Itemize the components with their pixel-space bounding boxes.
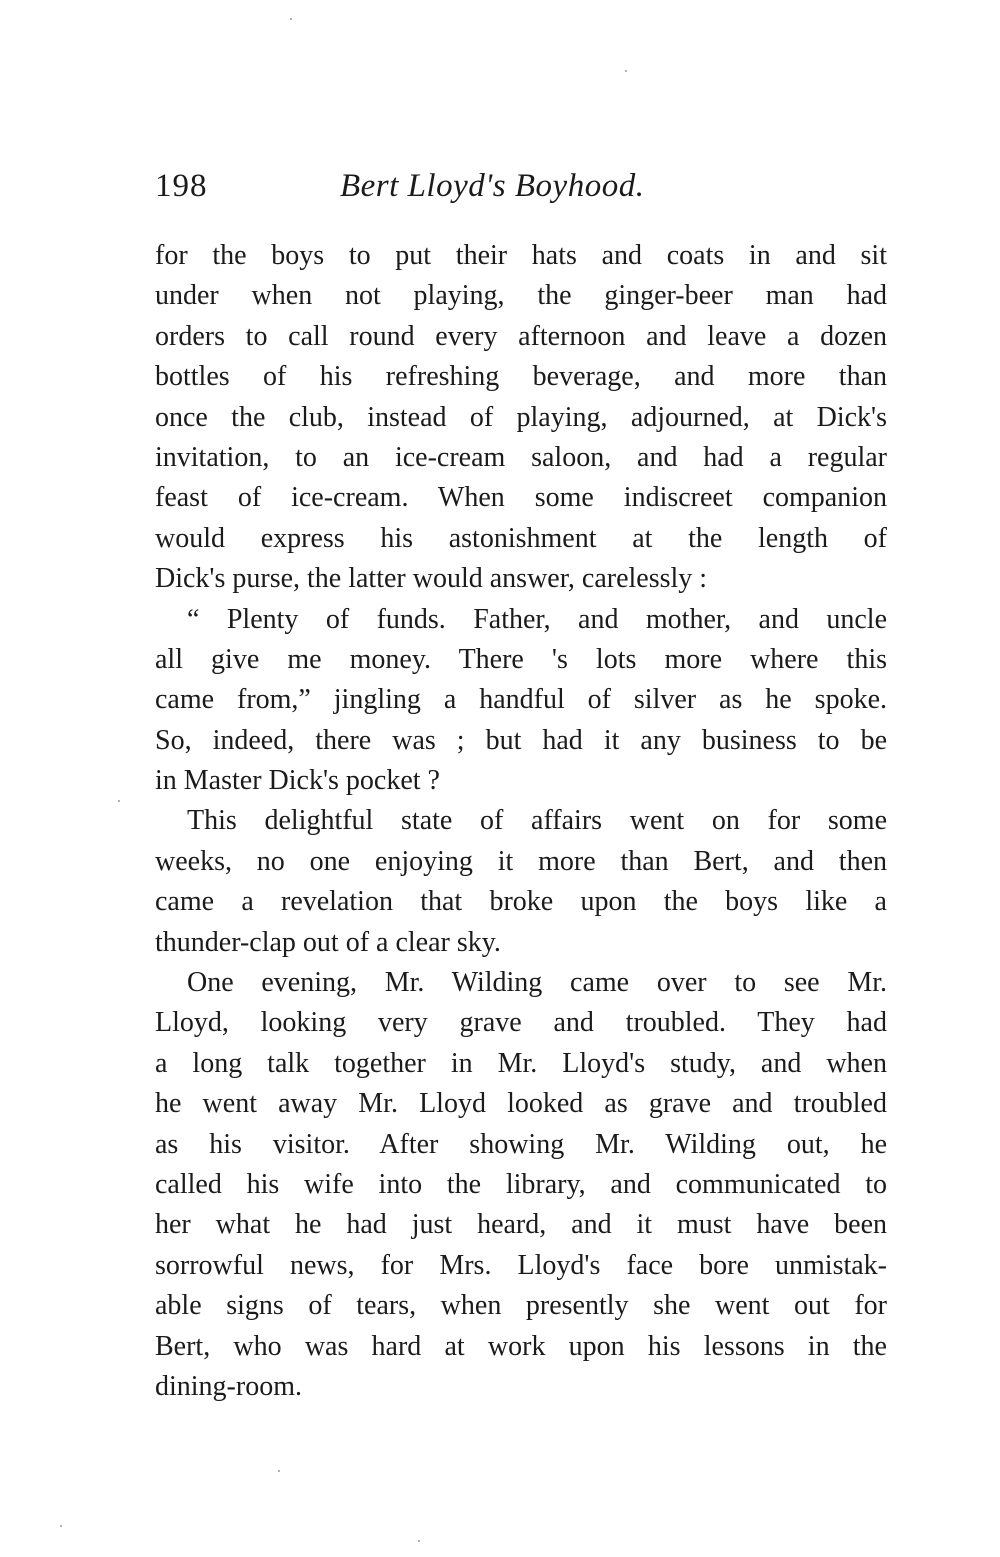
text-line: in Master Dick's pocket ? — [155, 765, 440, 797]
text-line: for the boys to put their hats and coats in and sit — [155, 240, 887, 271]
running-title: Bert Lloyd's Boyhood. — [340, 168, 645, 204]
text-line: he went away Mr. Lloyd looked as grave and troubled — [155, 1088, 887, 1120]
paper-speck — [278, 1470, 280, 1472]
text-line: thunder-clap out of a clear sky. — [155, 926, 501, 958]
text-line: feast of ice-cream. When some indiscreet companion — [155, 482, 887, 514]
text-line: once the club, instead of playing, adjourned, at Dick's — [155, 401, 887, 433]
text-line: under when not playing, the ginger-beer man had — [155, 280, 887, 312]
paper-speck — [418, 1540, 420, 1542]
text-line: would express his astonishment at the length of — [155, 522, 887, 554]
text-line: as his visitor. After showing Mr. Wilding out, he — [155, 1128, 887, 1160]
text-line: called his wife into the library, and communicated to — [155, 1168, 887, 1200]
text-line: invitation, to an ice-cream saloon, and had a regular — [155, 441, 887, 473]
text-line: came from,” jingling a handful of silver as he spoke. — [155, 684, 887, 716]
paper-speck — [118, 800, 120, 802]
text-line: bottles of his refreshing beverage, and more than — [155, 361, 887, 393]
text-line: came a revelation that broke upon the boys like a — [155, 886, 887, 918]
text-line: weeks, no one enjoying it more than Bert, and then — [155, 845, 887, 877]
text-line: sorrowful news, for Mrs. Lloyd's face bore unmistak- — [155, 1249, 887, 1281]
paper-speck — [290, 18, 292, 20]
body-text — [155, 236, 887, 1407]
text-line: her what he had just heard, and it must have been — [155, 1209, 887, 1241]
text-line: orders to call round every afternoon and leave a dozen — [155, 320, 887, 352]
paragraph-start-line: “ Plenty of funds. Father, and mother, and uncle — [187, 603, 887, 635]
page-number: 198 — [155, 168, 208, 204]
paragraph-start-line: One evening, Mr. Wilding came over to see Mr. — [187, 967, 887, 999]
paragraph-start-line: This delightful state of affairs went on for some — [187, 805, 887, 837]
text-line: Dick's purse, the latter would answer, carelessly : — [155, 563, 708, 595]
paper-speck — [60, 1525, 62, 1527]
text-line: able signs of tears, when presently she went out for — [155, 1290, 887, 1322]
text-line: Bert, who was hard at work upon his lessons in the — [155, 1330, 887, 1362]
running-head — [155, 168, 715, 218]
text-line: a long talk together in Mr. Lloyd's study, and when — [155, 1047, 887, 1079]
text-line: Lloyd, looking very grave and troubled. They had — [155, 1007, 887, 1039]
text-line: dining-room. — [155, 1370, 302, 1402]
text-line: So, indeed, there was ; but had it any business to be — [155, 724, 887, 756]
paper-speck — [625, 70, 627, 72]
text-line: all give me money. There 's lots more where this — [155, 643, 887, 675]
